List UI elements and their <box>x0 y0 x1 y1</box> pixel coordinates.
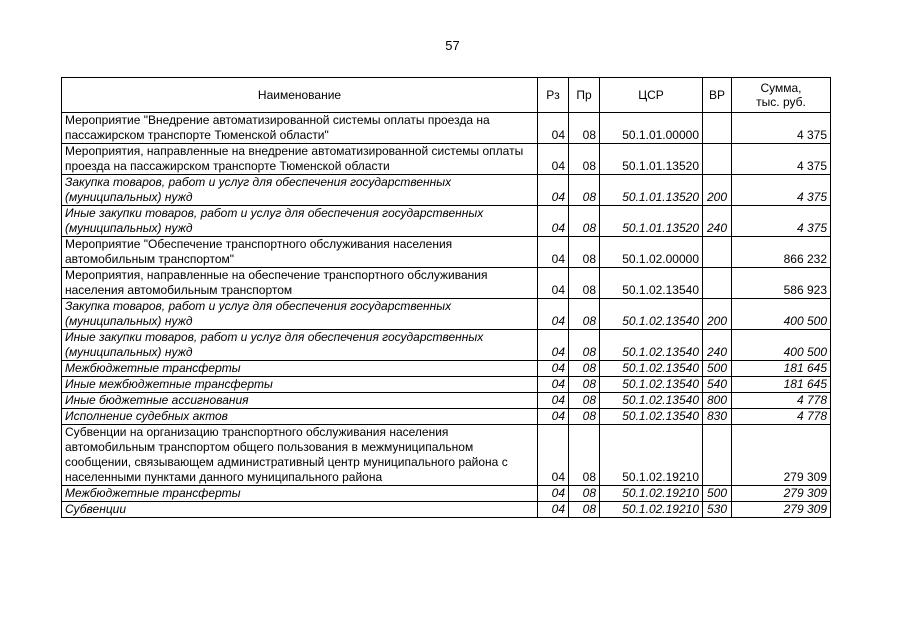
row-sum: 279 309 <box>732 425 831 486</box>
row-pr: 08 <box>569 330 600 361</box>
row-pr: 08 <box>569 393 600 409</box>
row-rz: 04 <box>538 175 569 206</box>
budget-table <box>61 77 831 518</box>
row-rz: 04 <box>538 330 569 361</box>
table-row <box>62 330 831 361</box>
header-name: Наименование <box>62 78 538 113</box>
row-name: Субвенции на организацию транспортного обслуживания населения автомобильным транспортом общего пользования в межмуниципальном сообщении, связывающем административный центр муниципального района с населенными пунктами данного муниципального района <box>62 425 538 486</box>
row-csr: 50.1.02.13540 <box>600 393 703 409</box>
row-pr: 08 <box>569 206 600 237</box>
row-name: Исполнение судебных актов <box>62 409 538 425</box>
row-name: Межбюджетные трансферты <box>62 361 538 377</box>
row-vr <box>703 425 732 486</box>
table-row <box>62 377 831 393</box>
row-rz: 04 <box>538 425 569 486</box>
row-sum: 4 778 <box>732 409 831 425</box>
row-vr: 200 <box>703 175 732 206</box>
row-pr: 08 <box>569 268 600 299</box>
row-sum: 279 309 <box>732 486 831 502</box>
row-name: Мероприятие "Внедрение автоматизированной системы оплаты проезда на пассажирском транспорте Тюменской области" <box>62 113 538 144</box>
table-row <box>62 206 831 237</box>
row-vr: 240 <box>703 330 732 361</box>
row-csr: 50.1.02.13540 <box>600 409 703 425</box>
row-rz: 04 <box>538 409 569 425</box>
row-csr: 50.1.02.00000 <box>600 237 703 268</box>
row-pr: 08 <box>569 409 600 425</box>
row-pr: 08 <box>569 377 600 393</box>
row-rz: 04 <box>538 486 569 502</box>
row-sum: 4 375 <box>732 206 831 237</box>
table-row <box>62 409 831 425</box>
row-vr: 530 <box>703 502 732 518</box>
row-name: Мероприятия, направленные на внедрение автоматизированной системы оплаты проезда на пассажирском транспорте Тюменской области <box>62 144 538 175</box>
header-sum-line1: Сумма, <box>760 81 802 95</box>
table-row <box>62 393 831 409</box>
row-rz: 04 <box>538 113 569 144</box>
row-vr: 240 <box>703 206 732 237</box>
row-pr: 08 <box>569 144 600 175</box>
table-row <box>62 113 831 144</box>
table-row <box>62 237 831 268</box>
row-rz: 04 <box>538 377 569 393</box>
row-vr: 200 <box>703 299 732 330</box>
row-csr: 50.1.02.13540 <box>600 377 703 393</box>
header-vr: ВР <box>703 78 732 113</box>
row-pr: 08 <box>569 502 600 518</box>
header-sum-line2: тыс. руб. <box>756 95 806 109</box>
row-csr: 50.1.02.19210 <box>600 425 703 486</box>
row-sum: 181 645 <box>732 361 831 377</box>
row-csr: 50.1.02.19210 <box>600 486 703 502</box>
row-vr <box>703 113 732 144</box>
row-name: Иные бюджетные ассигнования <box>62 393 538 409</box>
row-pr: 08 <box>569 486 600 502</box>
row-sum: 400 500 <box>732 299 831 330</box>
header-rz: Рз <box>538 78 569 113</box>
row-name: Мероприятия, направленные на обеспечение транспортного обслуживания населения автомобильным транспортом <box>62 268 538 299</box>
row-sum: 4 375 <box>732 113 831 144</box>
table-header-row <box>62 78 831 113</box>
row-sum: 279 309 <box>732 502 831 518</box>
row-csr: 50.1.01.13520 <box>600 175 703 206</box>
row-rz: 04 <box>538 268 569 299</box>
table-row <box>62 502 831 518</box>
row-csr: 50.1.02.13540 <box>600 299 703 330</box>
row-vr: 500 <box>703 361 732 377</box>
row-sum: 181 645 <box>732 377 831 393</box>
page-number: 57 <box>445 38 460 53</box>
table-row <box>62 486 831 502</box>
row-rz: 04 <box>538 361 569 377</box>
row-vr: 500 <box>703 486 732 502</box>
row-pr: 08 <box>569 113 600 144</box>
row-rz: 04 <box>538 144 569 175</box>
header-csr: ЦСР <box>600 78 703 113</box>
row-rz: 04 <box>538 206 569 237</box>
row-rz: 04 <box>538 393 569 409</box>
row-vr: 540 <box>703 377 732 393</box>
table-row <box>62 175 831 206</box>
row-vr: 800 <box>703 393 732 409</box>
row-name: Иные закупки товаров, работ и услуг для обеспечения государственных (муниципальных) нужд <box>62 330 538 361</box>
row-csr: 50.1.01.00000 <box>600 113 703 144</box>
row-name: Иные закупки товаров, работ и услуг для обеспечения государственных (муниципальных) нужд <box>62 206 538 237</box>
row-name: Межбюджетные трансферты <box>62 486 538 502</box>
row-sum: 866 232 <box>732 237 831 268</box>
row-sum: 4 375 <box>732 144 831 175</box>
row-sum: 4 778 <box>732 393 831 409</box>
row-vr: 830 <box>703 409 732 425</box>
table-row <box>62 144 831 175</box>
row-pr: 08 <box>569 425 600 486</box>
table-row <box>62 268 831 299</box>
table-row <box>62 361 831 377</box>
row-sum: 400 500 <box>732 330 831 361</box>
row-rz: 04 <box>538 502 569 518</box>
row-csr: 50.1.02.13540 <box>600 268 703 299</box>
row-pr: 08 <box>569 175 600 206</box>
header-pr: Пр <box>569 78 600 113</box>
row-pr: 08 <box>569 299 600 330</box>
row-csr: 50.1.02.19210 <box>600 502 703 518</box>
row-csr: 50.1.01.13520 <box>600 206 703 237</box>
table-row <box>62 299 831 330</box>
row-sum: 4 375 <box>732 175 831 206</box>
row-vr <box>703 268 732 299</box>
row-vr <box>703 237 732 268</box>
row-csr: 50.1.02.13540 <box>600 330 703 361</box>
row-pr: 08 <box>569 237 600 268</box>
row-csr: 50.1.01.13520 <box>600 144 703 175</box>
row-name: Закупка товаров, работ и услуг для обеспечения государственных (муниципальных) нужд <box>62 299 538 330</box>
row-sum: 586 923 <box>732 268 831 299</box>
row-vr <box>703 144 732 175</box>
row-rz: 04 <box>538 299 569 330</box>
row-name: Субвенции <box>62 502 538 518</box>
header-sum <box>732 78 831 113</box>
row-name: Мероприятие "Обеспечение транспортного обслуживания населения автомобильным транспортом" <box>62 237 538 268</box>
row-csr: 50.1.02.13540 <box>600 361 703 377</box>
row-name: Закупка товаров, работ и услуг для обеспечения государственных (муниципальных) нужд <box>62 175 538 206</box>
row-pr: 08 <box>569 361 600 377</box>
row-name: Иные межбюджетные трансферты <box>62 377 538 393</box>
table-row <box>62 425 831 486</box>
row-rz: 04 <box>538 237 569 268</box>
